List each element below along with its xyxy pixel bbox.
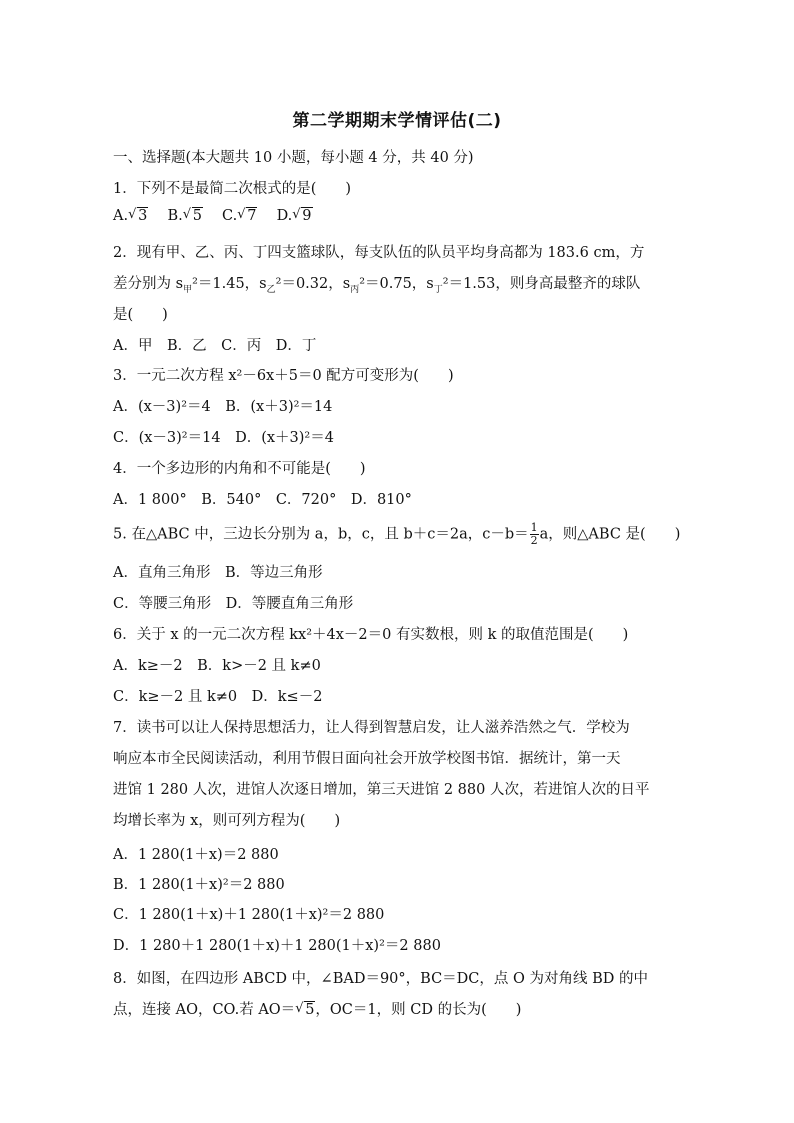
sqrt-expression	[237, 208, 257, 224]
text-run: ²＝1.45，s	[192, 276, 267, 292]
fraction-numerator: 1	[530, 521, 538, 534]
question-7-line-3: 进馆 1 280 人次，进馆人次逐日增加，第三天进馆 2 880 人次，若进馆人次的日平	[113, 782, 650, 798]
question-8-line-2	[113, 998, 521, 1019]
radicand: 9	[302, 208, 312, 224]
question-3-options-cd: C．(x－3)²＝14 D．(x＋3)²＝4	[113, 430, 334, 446]
text-run: ，OC＝1，则 CD 的长为( )	[315, 1002, 522, 1018]
text-run: ²＝0.32，s	[275, 276, 351, 292]
option-b-label: B.	[167, 208, 183, 224]
question-5-stem	[113, 522, 680, 547]
fraction	[530, 522, 539, 547]
question-2-options: A．甲 B．乙 C．丙 D．丁	[113, 338, 317, 354]
option-c-label: C.	[222, 208, 238, 224]
question-5-options-ab: A．直角三角形 B．等边三角形	[113, 565, 323, 581]
subscript: 丁	[433, 284, 443, 295]
question-7-line-2: 响应本市全民阅读活动，利用节假日面向社会开放学校图书馆．据统计，第一天	[113, 751, 621, 767]
question-5-options-cd: C．等腰三角形 D．等腰直角三角形	[113, 596, 354, 612]
radicand: 5	[192, 208, 202, 224]
sqrt-expression	[295, 1002, 315, 1018]
sqrt-expression	[128, 208, 148, 224]
subscript: 甲	[183, 284, 193, 295]
option-a-label: A.	[113, 208, 129, 224]
sqrt-expression	[183, 208, 203, 224]
radical-sign-icon: √	[295, 1001, 304, 1016]
question-4-options: A．1 800° B．540° C．720° D．810°	[113, 492, 412, 508]
question-6-stem: 6．关于 x 的一元二次方程 kx²＋4x－2＝0 有实数根，则 k 的取值范围是( )	[113, 627, 629, 643]
question-8-line-1: 8．如图，在四边形 ABCD 中，∠BAD＝90°，BC＝DC，点 O 为对角线 BD 的中	[113, 971, 649, 987]
question-7-option-a: A．1 280(1＋x)＝2 880	[113, 847, 279, 863]
text-run: ²＝0.75，s	[359, 276, 434, 292]
radicand: 3	[138, 208, 148, 224]
question-7-option-c: C．1 280(1＋x)＋1 280(1＋x)²＝2 880	[113, 907, 385, 923]
page-title: 第二学期期末学情评估(二)	[292, 111, 502, 131]
text-run: 差分别为 s	[113, 276, 184, 292]
question-7-line-1: 7．读书可以让人保持思想活力，让人得到智慧启发，让人滋养浩然之气．学校为	[113, 720, 630, 736]
question-3-options-ab: A．(x－3)²＝4 B．(x＋3)²＝14	[113, 399, 333, 415]
sqrt-expression	[292, 208, 312, 224]
question-4-stem: 4．一个多边形的内角和不可能是( )	[113, 461, 366, 477]
text-run: a，则△ABC 是( )	[539, 526, 681, 543]
question-1-stem: 1．下列不是最简二次根式的是( )	[113, 181, 352, 197]
question-2-line-2	[113, 272, 640, 293]
question-7-option-b: B．1 280(1＋x)²＝2 880	[113, 877, 285, 893]
radicand: 5	[305, 1002, 315, 1018]
text-run: 点，连接 AO，CO.若 AO＝	[113, 1002, 296, 1018]
question-1-options	[113, 208, 313, 224]
section-heading: 一、选择题(本大题共 10 小题，每小题 4 分，共 40 分)	[113, 150, 474, 166]
question-3-stem: 3．一元二次方程 x²－6x＋5＝0 配方可变形为( )	[113, 368, 454, 384]
text-run: 5. 在△ABC 中，三边长分别为 a，b，c，且 b＋c＝2a，c－b＝	[113, 526, 529, 543]
radical-sign-icon: √	[292, 207, 301, 222]
radicand: 7	[247, 208, 257, 224]
subscript: 乙	[266, 284, 276, 295]
radical-sign-icon: √	[237, 207, 246, 222]
option-d-label: D.	[276, 208, 293, 224]
question-2-line-3: 是( )	[113, 307, 168, 323]
question-6-options-cd: C．k≥－2 且 k≠0 D．k≤－2	[113, 689, 323, 705]
radical-sign-icon: √	[182, 207, 191, 222]
question-6-options-ab: A．k≥－2 B．k>－2 且 k≠0	[113, 658, 321, 674]
radical-sign-icon: √	[128, 207, 137, 222]
fraction-denominator: 2	[530, 534, 538, 547]
question-7-option-d: D．1 280＋1 280(1＋x)＋1 280(1＋x)²＝2 880	[113, 938, 441, 954]
question-7-line-4: 均增长率为 x，则可列方程为( )	[113, 813, 341, 829]
text-run: ²＝1.53，则身高最整齐的球队	[442, 276, 641, 292]
subscript: 丙	[350, 284, 360, 295]
question-2-line-1: 2．现有甲、乙、丙、丁四支篮球队，每支队伍的队员平均身高都为 183.6 cm，方	[113, 245, 645, 261]
